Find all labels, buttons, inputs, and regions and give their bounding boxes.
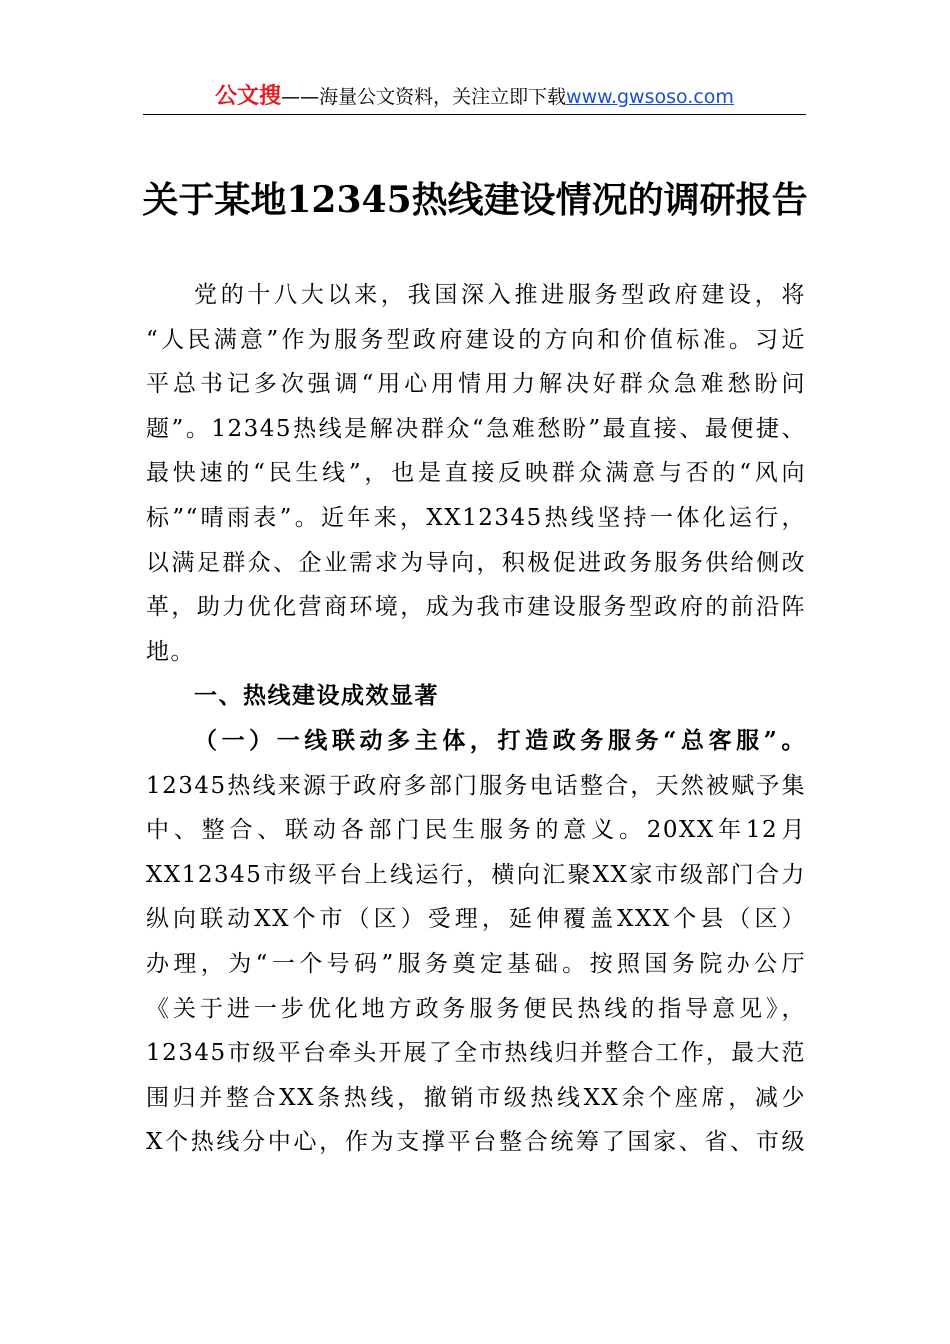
brand-name: 公文搜: [215, 84, 282, 109]
body-line: 12345市级平台牵头开展了全市热线归并整合工作，最大范: [146, 1040, 806, 1067]
body-line: 围归并整合XX条热线，撤销市级热线XX余个座席，减少: [146, 1084, 806, 1111]
body-line: 最快速的“民生线”，也是直接反映群众满意与否的“风向: [146, 460, 806, 487]
subsection-heading: （一）一线联动多主体，打造政务服务“总客服”。: [194, 726, 806, 754]
body-line: 中、整合、联动各部门民生服务的意义。20XX年12月: [146, 817, 807, 844]
document-title: 关于某地12345热线建设情况的调研报告: [142, 179, 808, 221]
body-line: XX12345市级平台上线运行，横向汇聚XX家市级部门合力: [146, 861, 806, 888]
body-line: 以满足群众、企业需求为导向，积极促进政务服务供给侧改: [146, 549, 806, 576]
body-line: 党的十八大以来，我国深入推进服务型政府建设，将: [194, 282, 806, 308]
document-body: [146, 273, 806, 1165]
body-line: 《关于进一步优化地方政务服务便民热线的指导意见》，: [146, 995, 806, 1022]
body-line: 办理，为“一个号码”服务奠定基础。按照国务院办公厅: [146, 950, 806, 977]
body-line: 题”。12345热线是解决群众“急难愁盼”最直接、最便捷、: [146, 415, 806, 442]
body-line: 12345热线来源于政府多部门服务电话整合，天然被赋予集: [146, 772, 806, 799]
header-divider: [143, 114, 806, 115]
body-line: “人民满意”作为服务型政府建设的方向和价值标准。习近: [146, 326, 806, 353]
section-heading: 一、热线建设成效显著: [194, 683, 439, 710]
body-line: 纵向联动XX个市（区）受理，延伸覆盖XXX个县（区）: [146, 906, 806, 933]
body-line: 平总书记多次强调“用心用情用力解决好群众急难愁盼问: [146, 371, 806, 398]
page-header: [143, 80, 806, 114]
body-line: X个热线分中心，作为支撑平台整合统筹了国家、省、市级: [146, 1129, 806, 1156]
website-link[interactable]: www.gwsoso.com: [566, 86, 734, 108]
body-line: 革，助力优化营商环境，成为我市建设服务型政府的前沿阵: [146, 594, 806, 621]
body-line: 标”“晴雨表”。近年来，XX12345热线坚持一体化运行，: [146, 504, 806, 531]
body-line: 地。: [146, 638, 195, 665]
header-slogan: ——海量公文资料，关注立即下载: [281, 86, 567, 108]
